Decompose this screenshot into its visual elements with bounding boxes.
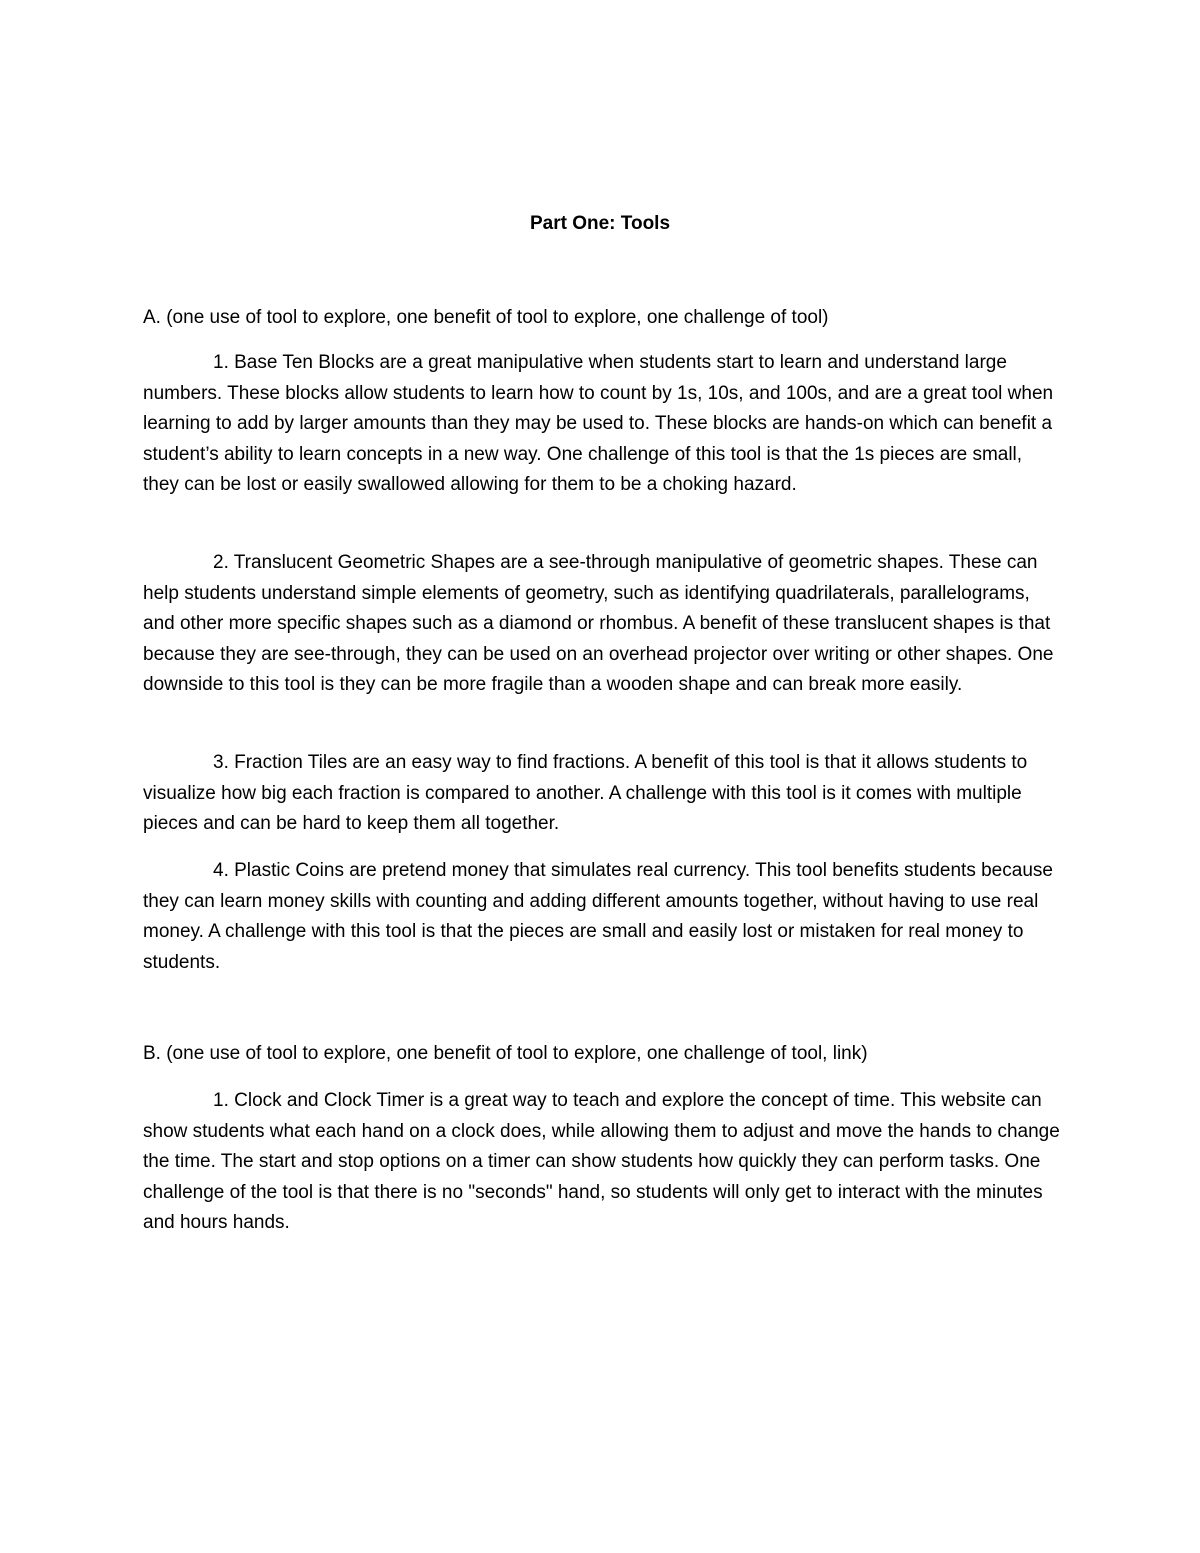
section-b-heading: B. (one use of tool to explore, one benefit of tool to explore, one challenge of tool, link) [143,1043,868,1064]
section-a-item-1: 1. Base Ten Blocks are a great manipulative when students start to learn and understand large numbers. These blocks allow students to learn how to count by 1s, 10s, and 100s, and are a great tool when learning to add by larger amounts than they may be used to. These blocks are hands-on which can benefit a student’s ability to learn concepts in a new way. One challenge of this tool is that the 1s pieces are small, they can be lost or easily swallowed allowing for them to be a choking hazard. [143,352,1054,496]
page-title: Part One: Tools [529,213,671,234]
section-a-item-2: 2. Translucent Geometric Shapes are a see-through manipulative of geometric shapes. These can help students understand simple elements of geometry, such as identifying quadrilaterals, parallelograms, and other more specific shapes such as a diamond or rhombus. A benefit of these translucent shapes is that because they are see-through, they can be used on an overhead projector over writing or other shapes. One downside to this tool is they can be more fragile than a wooden shape and can break more easily. [143,552,1054,696]
section-a-item-4: 4. Plastic Coins are pretend money that simulates real currency. This tool benefits students because they can learn money skills with counting and adding different amounts together, without having to use real money. A challenge with this tool is that the pieces are small and easily lost or mistaken for real money to students. [143,860,1053,973]
section-b-item-1: 1. Clock and Clock Timer is a great way to teach and explore the concept of time. This website can show students what each hand on a clock does, while allowing them to adjust and move the hands to change the time. The start and stop options on a timer can show students how quickly they can perform tasks. One challenge of the tool is that there is no "seconds" hand, so students will only get to interact with the minutes and hours hands. [143,1090,1060,1234]
section-a-heading: A. (one use of tool to explore, one benefit of tool to explore, one challenge of tool) [143,307,829,328]
section-a-item-3: 3. Fraction Tiles are an easy way to find fractions. A benefit of this tool is that it allows students to visualize how big each fraction is compared to another. A challenge with this tool is it comes with multiple pieces and can be hard to keep them all together. [143,752,1028,835]
